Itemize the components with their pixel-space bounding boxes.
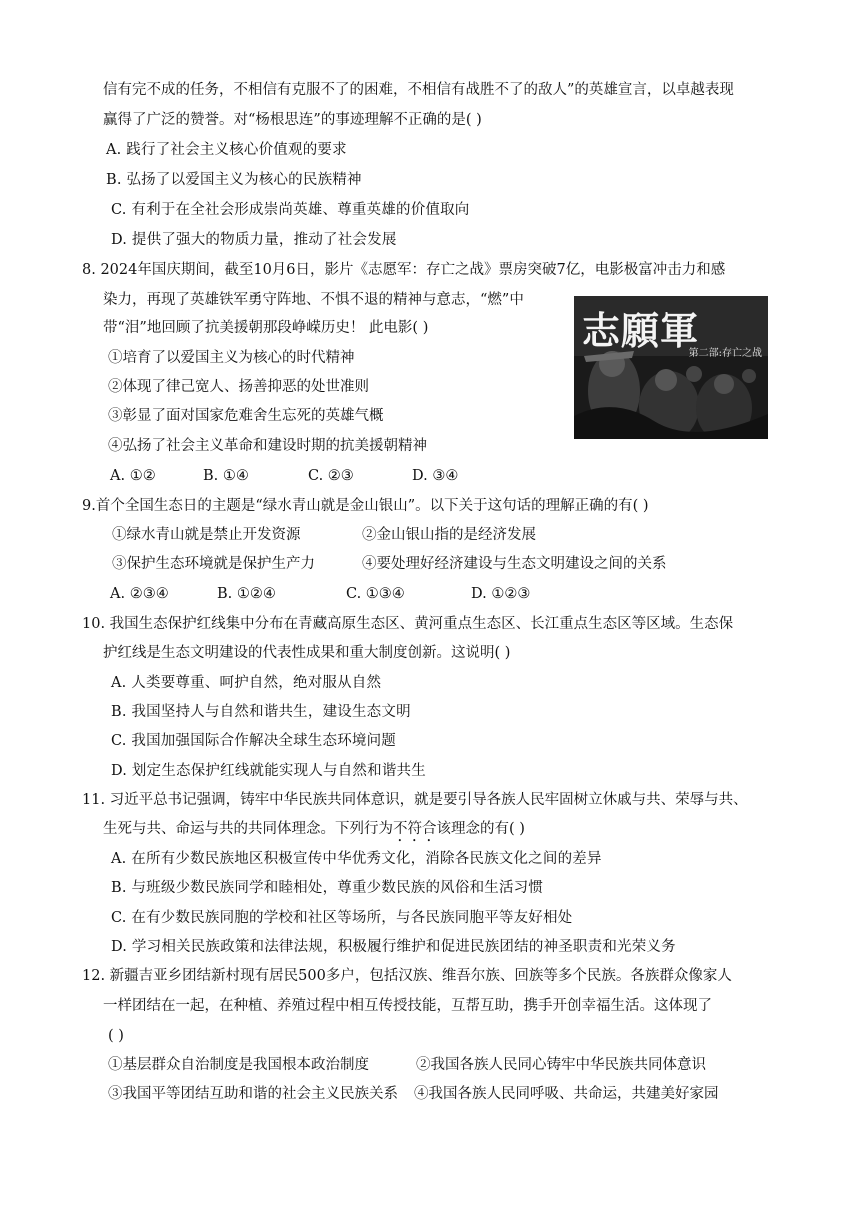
q8-stem-line-2: 染力，再现了英雄铁军勇守阵地、不惧不退的精神与意志，“燃”中 (103, 292, 524, 308)
q10-option-b: B. 我国坚持人与自然和谐共生，建设生态文明 (111, 704, 411, 720)
q8-choice-c: C. ②③ (308, 468, 354, 484)
q12-item-3: ③我国平等团结互助和谐的社会主义民族关系 (108, 1086, 398, 1102)
q8-choice-d: D. ③④ (412, 468, 459, 484)
q11-stem-part-3: 该理念的有( ) (436, 821, 525, 837)
q11-stem-line-2 (103, 819, 525, 845)
q7-option-d: D. 提供了强大的物质力量，推动了社会发展 (111, 232, 397, 248)
q11-stem-line-1: 11. 习近平总书记强调，铸牢中华民族共同体意识，就是要引导各族人民牢固树立休戚与共、荣辱与共、 (82, 792, 748, 808)
q8-stem-line-3: 带“泪”地回顾了抗美援朝那段峥嵘历史！ 此电影( ) (103, 320, 429, 336)
q7-option-c: C. 有利于在全社会形成崇尚英雄、尊重英雄的价值取向 (111, 202, 470, 218)
q9-item-1: ①绿水青山就是禁止开发资源 (112, 527, 301, 543)
q9-item-4: ④要处理好经济建设与生态文明建设之间的关系 (362, 556, 667, 572)
q9-choice-c: C. ①③④ (346, 586, 405, 602)
poster-title: 志願軍 (582, 308, 700, 353)
movie-poster-image (574, 296, 768, 439)
q10-option-c: C. 我国加强国际合作解决全球生态环境问题 (111, 733, 396, 749)
q7-option-b: B. 弘扬了以爱国主义为核心的民族精神 (106, 172, 362, 188)
q7-option-a: A. 践行了社会主义核心价值观的要求 (106, 142, 347, 158)
q8-choice-a: A. ①② (110, 468, 156, 484)
q10-stem-line-1: 10. 我国生态保护红线集中分布在青藏高原生态区、黄河重点生态区、长江重点生态区等区域。生态保 (82, 616, 734, 632)
q9-item-2: ②金山银山指的是经济发展 (362, 527, 536, 543)
q8-item-2: ②体现了律己宽人、扬善抑恶的处世准则 (108, 379, 369, 395)
q9-item-3: ③保护生态环境就是保护生产力 (112, 556, 315, 572)
q11-emphasis-not-conform: 不符合 (393, 821, 437, 837)
q12-stem-line-2: 一样团结在一起，在种植、养殖过程中相互传授技能，互帮互助，携手开创幸福生活。这体现了 (103, 998, 712, 1014)
q10-stem-line-2: 护红线是生态文明建设的代表性成果和重大制度创新。这说明( ) (103, 645, 511, 661)
q9-choice-a: A. ②③④ (110, 586, 169, 602)
q12-stem-line-1: 12. 新疆吉亚乡团结新村现有居民500多户，包括汉族、维吾尔族、回族等多个民族。各族群众像家人 (82, 968, 732, 984)
q9-choice-b: B. ①②④ (217, 586, 276, 602)
poster-subtitle: 第二部:存亡之战 (688, 348, 762, 359)
q10-option-a: A. 人类要尊重、呵护自然，绝对服从自然 (111, 675, 382, 691)
q8-item-4: ④弘扬了社会主义革命和建设时期的抗美援朝精神 (108, 438, 427, 454)
q11-option-c: C. 在有少数民族同胞的学校和社区等场所，与各民族同胞平等友好相处 (111, 910, 573, 926)
q11-option-a: A. 在所有少数民族地区积极宣传中华优秀文化，消除各民族文化之间的差异 (111, 851, 602, 867)
q12-item-4: ④我国各族人民同呼吸、共命运，共建美好家园 (414, 1086, 719, 1102)
q9-stem-line-1: 9.首个全国生态日的主题是“绿水青山就是金山银山”。以下关于这句话的理解正确的有( ) (82, 498, 649, 514)
q8-item-3: ③彰显了面对国家危难舍生忘死的英雄气概 (108, 408, 384, 424)
q11-option-b: B. 与班级少数民族同学和睦相处，尊重少数民族的风俗和生活习惯 (111, 880, 544, 896)
q9-choice-d: D. ①②③ (471, 586, 531, 602)
q12-stem-line-3: ( ) (108, 1028, 124, 1044)
q7-stem-line-2: 赢得了广泛的赞誉。对“杨根思连”的事迹理解不正确的是( ) (103, 112, 482, 128)
q12-item-1: ①基层群众自治制度是我国根本政治制度 (108, 1057, 369, 1073)
q11-option-d: D. 学习相关民族政策和法律法规，积极履行维护和促进民族团结的神圣职责和光荣义务 (111, 939, 676, 955)
q11-stem-part-1: 生死与共、命运与共的共同体理念。下列行为 (103, 821, 393, 837)
q12-item-2: ②我国各族人民同心铸牢中华民族共同体意识 (416, 1057, 706, 1073)
q8-stem-line-1: 8. 2024年国庆期间，截至10月6日，影片《志愿军：存亡之战》票房突破7亿，电影极富冲击力和感 (82, 262, 726, 278)
q10-option-d: D. 划定生态保护红线就能实现人与自然和谐共生 (111, 763, 426, 779)
q8-item-1: ①培育了以爱国主义为核心的时代精神 (108, 350, 355, 366)
q8-choice-b: B. ①④ (203, 468, 249, 484)
q7-stem-line-1: 信有完不成的任务，不相信有克服不了的困难，不相信有战胜不了的敌人”的英雄宣言，以卓越表现 (103, 82, 734, 98)
